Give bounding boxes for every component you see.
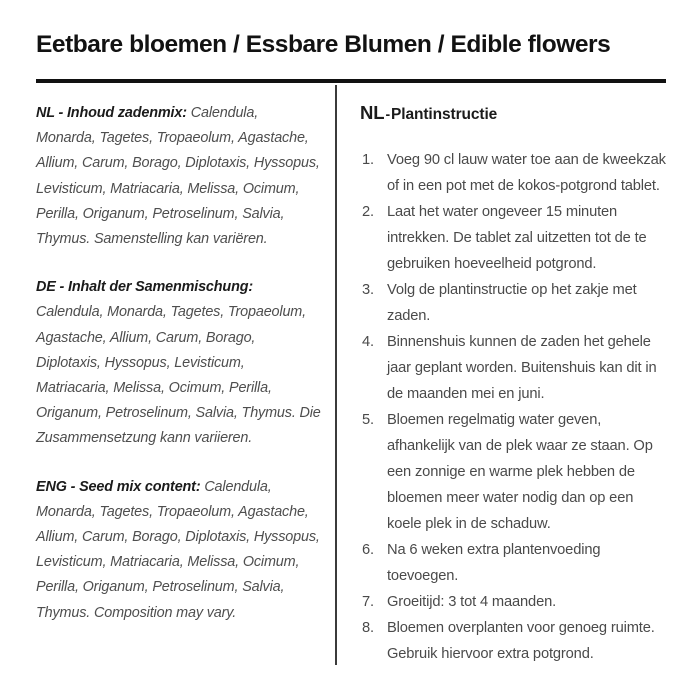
instruction-step xyxy=(360,277,666,329)
instructions-heading-language: NL xyxy=(360,102,385,123)
instruction-step xyxy=(360,199,666,277)
seed-mix-species-list: Calendula, Monarda, Tagetes, Tropaeolum, Agastache, Allium, Carum, Borago, Diplotaxis, Hyssopus, Levisticum, Matriacaria, Melissa, Ocimum, Perilla, Origanum, Petroselinum, Salvia, Thymus. Die Zusammensetzung kann variieren. xyxy=(36,304,321,447)
seed-mix-label: NL - Inhoud zadenmix: xyxy=(36,105,187,121)
instruction-step xyxy=(360,407,666,537)
column-divider xyxy=(335,85,337,665)
instruction-step-number: 1. xyxy=(362,152,374,169)
seed-mix-species-list: Calendula, Monarda, Tagetes, Tropaeolum, Agastache, Allium, Carum, Borago, Diplotaxis, Hyssopus, Levisticum, Matriacaria, Melissa, Ocimum, Perilla, Origanum, Petroselinum, Salvia, Thymus. Samenstelling kan variëren. xyxy=(36,105,320,248)
instruction-step xyxy=(360,147,666,199)
instruction-step-text: Laat het water ongeveer 15 minuten intrekken. De tablet zal uitzetten tot de te gebruiken hoeveelheid potgrond. xyxy=(387,204,647,273)
instruction-step-text: Binnenshuis kunnen de zaden het gehele jaar geplant worden. Buitenshuis kan dit in de maanden mei en juni. xyxy=(387,334,657,403)
instructions-list xyxy=(360,147,666,667)
instruction-step-number: 7. xyxy=(362,594,374,611)
instruction-step-text: Groeitijd: 3 tot 4 maanden. xyxy=(387,594,557,611)
seed-mix-block xyxy=(36,101,321,252)
instruction-step-number: 5. xyxy=(362,412,374,429)
instructions-heading xyxy=(360,103,666,123)
instruction-step-number: 4. xyxy=(362,334,374,351)
seed-mix-label: DE - Inhalt der Samenmischung: xyxy=(36,279,253,296)
instructions-heading-separator: - xyxy=(385,106,391,122)
instruction-step-number: 6. xyxy=(362,542,374,559)
title-divider-rule xyxy=(36,79,666,83)
instruction-step-text: Volg de plantinstructie op het zakje met zaden. xyxy=(387,282,637,325)
instruction-step-text: Voeg 90 cl lauw water toe aan de kweekzak of in een pot met de kokos-potgrond tablet. xyxy=(387,152,666,195)
seed-mix-block xyxy=(36,475,321,626)
seed-mix-label: ENG - Seed mix content: xyxy=(36,478,201,495)
instruction-step xyxy=(360,329,666,407)
instructions-heading-text: Plantinstructie xyxy=(391,106,498,123)
instruction-step-text: Bloemen regelmatig water geven, afhankelijk van de plek waar ze staan. Op een zonnige en warme plek hebben de bloemen meer water nodig dan op een koele plek in de schaduw. xyxy=(387,412,653,533)
instruction-step-text: Na 6 weken extra plantenvoeding toevoegen. xyxy=(387,542,601,585)
seed-mix-species-list: Calendula, Monarda, Tagetes, Tropaeolum, Agastache, Allium, Carum, Borago, Diplotaxis, Hyssopus, Levisticum, Matriacaria, Melissa, Ocimum, Perilla, Origanum, Petroselinum, Salvia, Thymus. Composition may vary. xyxy=(36,478,320,621)
instruction-step-number: 8. xyxy=(362,620,374,637)
page-title: Eetbare bloemen / Essbare Blumen / Edible flowers xyxy=(36,31,611,58)
seed-content-column xyxy=(36,101,321,626)
instruction-step-number: 3. xyxy=(362,282,374,299)
seed-mix-block xyxy=(36,275,321,451)
instruction-step xyxy=(360,537,666,589)
planting-instructions-column xyxy=(360,103,666,667)
instruction-step-text: Bloemen overplanten voor genoeg ruimte. Gebruik hiervoor extra potgrond. xyxy=(387,620,655,663)
instruction-step xyxy=(360,615,666,667)
instruction-step xyxy=(360,589,666,615)
instruction-step-number: 2. xyxy=(362,204,374,221)
